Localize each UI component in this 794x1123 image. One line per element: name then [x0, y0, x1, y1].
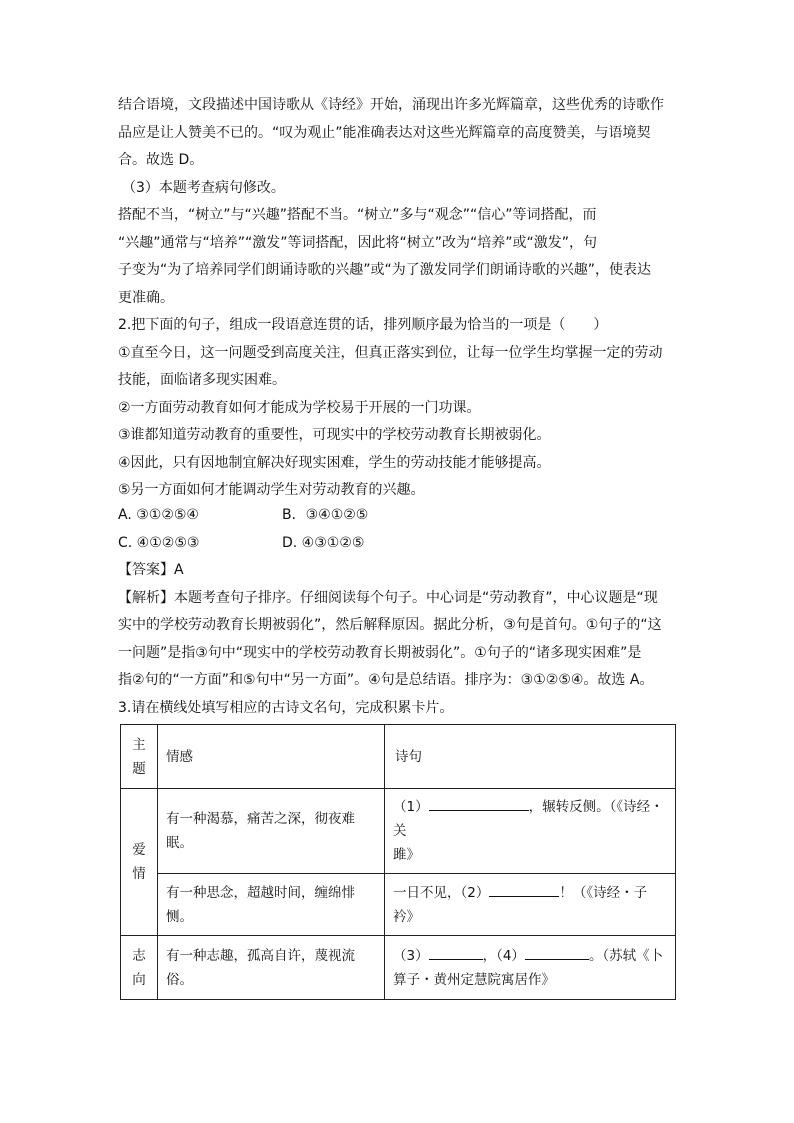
poem-cell: （1） ，辗转反侧。（《诗经・关 雎》	[385, 789, 676, 874]
topic-ambition: 志 向	[121, 936, 158, 1000]
feeling-cell: 有一种渴慕，痛苦之深，彻夜难眠。	[158, 789, 385, 874]
text-line: 搭配不当，“树立”与“兴趣”搭配不当。“树立”多与“观念”“信心”等词搭配，而	[118, 207, 597, 223]
explanation-paragraph	[118, 92, 680, 505]
accumulation-card-table	[120, 724, 676, 1000]
analysis-line: 一问题”是指③句中“现实中的学校劳动教育长期被弱化”。①句子的“诸多现实困难”是	[118, 644, 642, 661]
text-line: “兴趣”通常与“培养”“激发”等词搭配，因此将“树立”改为“培养”或“激发”，句	[118, 234, 598, 251]
sentence-2: ②一方面劳动教育如何才能成为学校易于开展的一门功课。	[118, 399, 481, 416]
question-2-stem: 2.把下面的句子，组成一段语意连贯的话，排列顺序最为恰当的一项是（ ）	[118, 317, 608, 333]
sentence-1: ①直至今日，这一问题受到高度关注，但真正落实到位，让每一位学生均掌握一定的劳动	[118, 344, 663, 361]
answer-label: 【答案】A	[118, 562, 184, 578]
blank-1-input[interactable]	[429, 796, 529, 811]
sentence-4: ④因此，只有因地制宜解决好现实困难，学生的劳动技能才能够提高。	[118, 454, 551, 471]
text-line: 子变为“为了培养同学们朗诵诗歌的兴趣”或“为了激发同学们朗诵诗歌的兴趣”，使表达	[118, 262, 652, 278]
table-row	[121, 874, 676, 936]
text-line: 品应是让人赞美不已的。“叹为观止”能准确表达对这些光辉篇章的高度赞美，与语境契	[118, 124, 651, 141]
feeling-cell: 有一种思念，超越时间，缠绵悱恻。	[158, 874, 385, 936]
header-topic: 主 题	[121, 725, 158, 789]
blank-2-input[interactable]	[489, 882, 559, 897]
analysis-line: 实中的学校劳动教育长期被弱化”，然后解释原因。据此分析，③句是首句。①句子的“这	[118, 617, 662, 633]
option-d: D. ④③①②⑤	[282, 534, 365, 551]
blank-3-input[interactable]	[429, 945, 483, 960]
blank-4-input[interactable]	[525, 945, 589, 960]
header-poem: 诗句	[385, 725, 676, 789]
header-feeling: 情感	[158, 725, 385, 789]
poem-cell: 一日不见，（2） ！（《诗经・子 衿》	[385, 874, 676, 936]
sentence-3: ③谁都知道劳动教育的重要性，可现实中的学校劳动教育长期被弱化。	[118, 427, 551, 443]
topic-love: 爱 情	[121, 789, 158, 936]
text-line: 更准确。	[118, 289, 174, 306]
option-c: C. ④①②⑤③	[118, 534, 200, 551]
table-header-row	[121, 725, 676, 789]
table-row	[121, 936, 676, 1000]
question-3-stem: 3.请在横线处填写相应的古诗文名句，完成积累卡片。	[118, 699, 454, 716]
analysis-line: 指②句的“一方面”和⑤句中“另一方面”。④句是总结语。排序为：③①②⑤④。故选 A。	[118, 672, 654, 688]
poem-cell: （3） ，（4） 。（苏轼《卜 算子・黄州定慧院寓居作》	[385, 936, 676, 1000]
option-a: A. ③①②⑤④	[118, 507, 199, 523]
sentence-1-cont: 技能，面临诸多现实困难。	[118, 372, 286, 388]
answer-analysis	[118, 557, 684, 722]
text-line: 合。故选 D。	[118, 152, 204, 168]
sentence-5: ⑤另一方面如何才能调动学生对劳动教育的兴趣。	[118, 482, 425, 498]
q3-heading: （3）本题考查病句修改。	[122, 179, 285, 196]
table-row	[121, 789, 676, 874]
option-b: B．③④①②⑤	[282, 507, 369, 523]
text-line: 结合语境，文段描述中国诗歌从《诗经》开始，涌现出许多光辉篇章，这些优秀的诗歌作	[118, 97, 664, 113]
feeling-cell: 有一种志趣，孤高自许，蔑视流俗。	[158, 936, 385, 1000]
analysis-line: 【解析】本题考查句子排序。仔细阅读每个句子。中心词是“劳动教育”，中心议题是“现	[118, 589, 658, 606]
